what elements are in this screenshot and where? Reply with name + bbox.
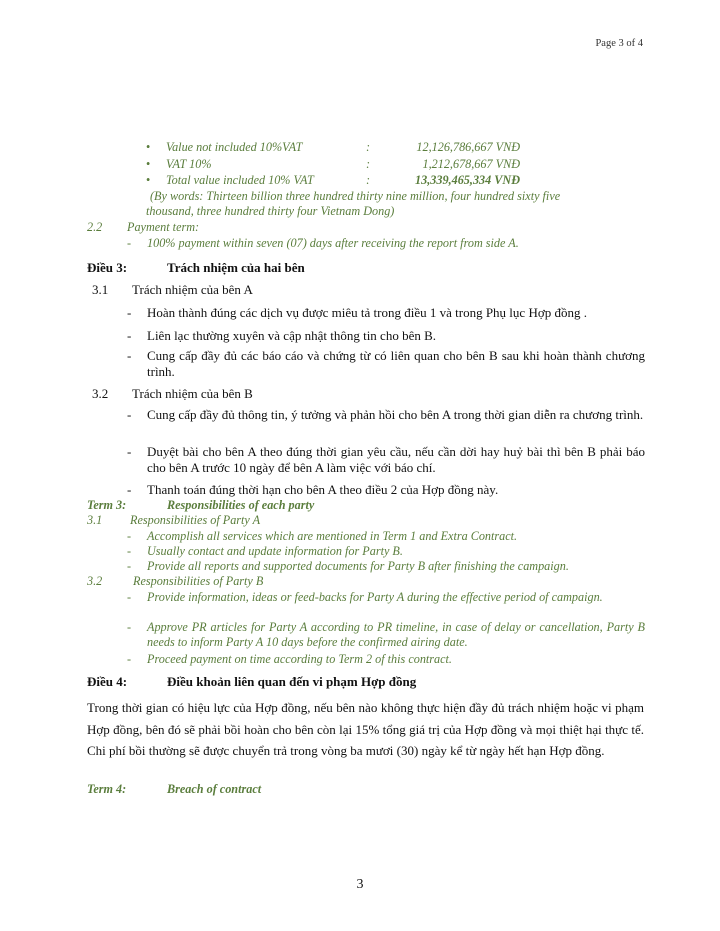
section-3-1-en-title: Responsibilities of Party A [130,513,261,527]
by-words-line-1: (By words: Thirteen billion three hundred thirty nine million, four hundred sixty five [150,189,561,203]
page-number: 3 [356,877,364,892]
payment-term-number: 2.2 [87,220,103,234]
value-amount: 1,212,678,667 VNĐ [422,157,520,171]
value-colon: : [366,173,371,187]
section-3-2-en-title: Responsibilities of Party B [133,574,264,588]
value-label: VAT 10% [166,157,212,171]
article-number: Điều 4: [87,674,128,689]
value-amount: 12,126,786,667 VNĐ [416,140,520,154]
by-words-line-2: thousand, three hundred thirty four Vietnam Dong) [146,204,395,218]
article-title: Điều khoản liên quan đến vi phạm Hợp đồng [167,674,417,689]
article-title: Trách nhiệm của hai bên [167,260,305,275]
value-colon: : [366,157,371,171]
value-label: Total value included 10% VAT [166,173,314,187]
article-4-paragraph: Trong thời gian có hiệu lực của Hợp đồng, nếu bên nào không thực hiện đầy đủ trách nhiệm hoặc vi phạm Hợp đồng, bên đó sẽ phải bồi hoàn cho bên còn lại 15% tổng giá trị của Hợp đồng và mọi thiệt hại thực tế. Chi phí bồi thường sẽ được chuyển trả trong vòng ba mươi (30) ngày kể từ ngày hết hạn Hợp đồng. [87,700,644,758]
value-amount-total: 13,339,465,334 VNĐ [415,173,520,187]
page-header-label: Page 3 of 4 [595,38,643,49]
payment-term-title: Payment term: [127,220,200,234]
value-label: Value not included 10%VAT [166,140,303,154]
term-3-number: Term 3: [87,498,127,512]
term-3-title: Responsibilities of each party [167,498,315,512]
term-4-number: Term 4: [87,782,127,796]
bullet-icon: • [146,157,151,171]
term-4-title: Breach of contract [167,782,262,796]
bullet-icon: • [146,173,151,187]
section-3-2-en-number: 3.2 [87,574,103,588]
article-number: Điều 3: [87,260,128,275]
section-3-1-en-number: 3.1 [87,513,103,527]
value-colon: : [366,140,371,154]
bullet-icon: • [146,140,151,154]
